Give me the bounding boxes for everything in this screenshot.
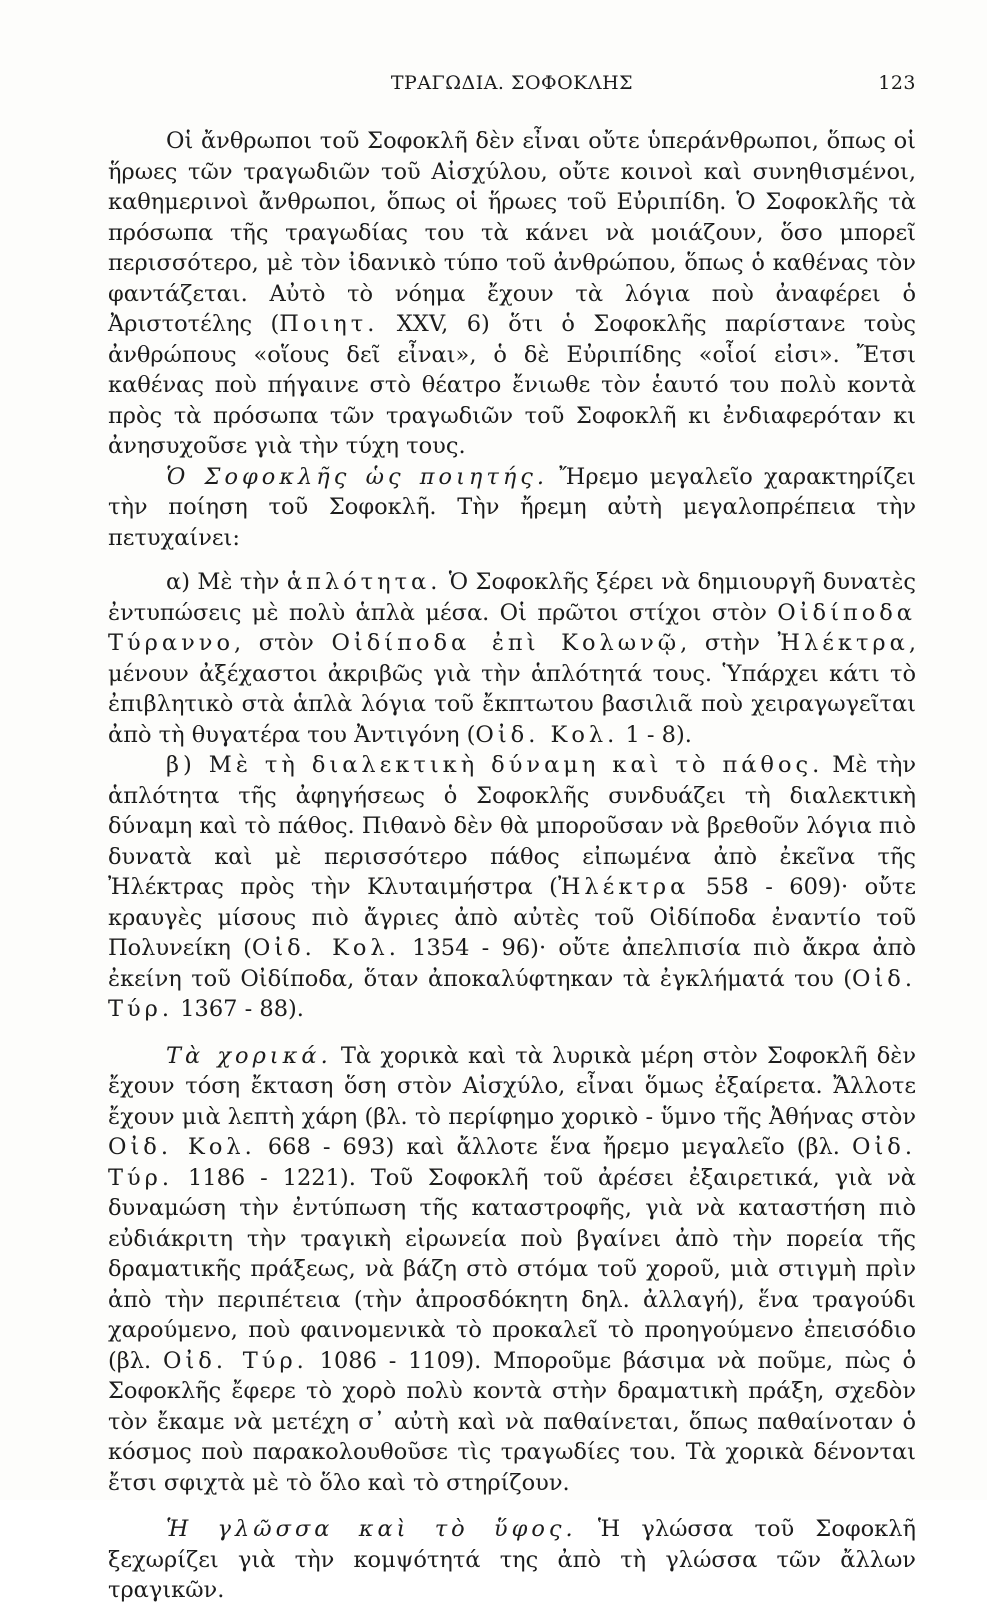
paragraph-text: Τὰ χορικὰ καὶ τὰ λυρικὰ μέρη στὸν Σοφοκλῆ δὲν ἔχουν τόση ἔκταση ὅση στὸν Αἰσχύλο, εἶναι ὅμως ἐξαίρετα. Ἄλλοτε ἔχουν μιὰ λεπτὴ χάρη (βλ. τὸ περίφημο χορικὸ - ὕμνο τῆς Ἀθήνας στὸν [108,1042,916,1130]
paragraph-text: Ὁ Σοφοκλῆς ξέρει νὰ δημιουργῆ δυνατὲς ἐντυπώσεις μὲ πολὺ ἁπλὰ μέσα. Οἱ πρῶτοι στίχοι στὸν [108,569,916,626]
work-reference: Οἰδ. Κολ. [475,721,619,748]
paragraph-text: 1086 - 1109). Μποροῦμε βάσιμα νὰ ποῦμε, πὼς ὁ Σοφοκλῆς ἔφερε τὸ χορὸ πολὺ κοντὰ στὴν δραματικὴ πράξη, σχεδὸν τὸν ἔκαμε νὰ μετέχη σ᾽ αὐτὴ καὶ νὰ παθαίνεται, ὅπως παθαίνοταν ὁ κόσμος ποὺ παρακολουθοῦσε τὶς τραγωδίες του. Τὰ χορικὰ δένονται ἔτσι σφιχτὰ μὲ τὸ ὅλο καὶ τὸ στηρίζουν. [108,1347,916,1496]
paragraph-text: 1354 - 96)· οὔτε ἀπελπισία πιὸ ἄκρα ἀπὸ ἐκείνη τοῦ Οἰδίποδα, ὅταν ἀποκαλύφτηκαν τὰ ἐγκλήματά του ( [108,935,917,992]
section-heading: Ὁ Σοφοκλῆς ὡς ποιητής. [166,463,549,490]
work-reference: Οἰδ. Τύρ. [108,1134,916,1191]
work-title: Ἠλέκτρα [777,630,909,656]
section-heading: Ἡ γλῶσσα καὶ τὸ ὕφος. [166,1516,577,1542]
paragraph-sophocles-as-poet [108,462,916,554]
paragraph-simplicity [108,567,916,750]
item-lead: α) Μὲ τὴν [166,569,287,595]
work-title: Οἰδίποδα Τύραννο [108,599,916,656]
work-reference: Οἰδ. Τύρ. [163,1347,308,1374]
paragraph-sophocles-characters [108,126,916,462]
work-reference: Οἰδ. Κολ. [251,935,400,961]
paragraph-text: 1367 - 88). [173,996,304,1022]
work-reference: Οἰδ. Κολ. [108,1134,256,1160]
work-reference: Ἠλέκτρα [557,874,690,900]
running-title: ΤΡΑΓΩΔΙΑ. ΣΟΦΟΚΛΗΣ [390,72,634,94]
paragraph-text: , μένουν ἀξέχαστοι ἀκριβῶς γιὰ τὴν ἁπλότητά τους. Ὑπάρχει κάτι τὸ ἐπιβλητικὸ στὰ ἁπλὰ λόγια τοῦ ἔκπτωτου βασιλιᾶ ποὺ χειραγωγεῖται ἀπὸ τὴ θυγατέρα του Ἀντιγόνη ( [108,630,916,748]
paragraph-choral-odes [108,1041,916,1499]
running-header [108,72,916,102]
paragraph-language-style [108,1514,916,1606]
paragraph-dialectic-power [108,750,916,1025]
paragraph-text: Μὲ τὴν ἁπλότητα τῆς ἀφηγήσεως ὁ Σοφοκλῆς συνδυάζει τὴ διαλεκτικὴ δύναμη καὶ τὸ πάθος. Πιθανὸ δὲν θὰ μποροῦσαν νὰ βρεθοῦν λόγια πιὸ δυνατὰ καὶ μὲ περισσότερο πάθος εἰπωμένα ἀπὸ ἐκεῖνα τῆς Ἠλέκτρας πρὸς τὴν Κλυταιμήστρα ( [108,752,916,900]
section-heading: Τὰ χορικά. [166,1042,332,1069]
spaced-term: β) Μὲ τὴ διαλεκτικὴ δύναμη καὶ τὸ πάθος. [166,752,824,778]
paragraph-text: , στὸν [234,630,332,656]
work-reference: Οἰδ. Τύρ. [108,965,916,1022]
paragraph-text: XXV, 6) ὅτι ὁ Σοφοκλῆς παρίστανε τοὺς ἀνθρώπους «οἵους δεῖ εἶναι», ὁ δὲ Εὐριπίδης «οἷοί εἰσι». Ἔτσι καθένας ποὺ πήγαινε στὸ θέατρο ἔνιωθε τὸν ἑαυτό του πολὺ κοντὰ πρὸς τὰ πρόσωπα τῶν τραγωδιῶν τοῦ Σοφοκλῆ κι ἐνδιαφερόταν κι ἀνησυχοῦσε γιὰ τὴν τύχη τους. [108,311,917,459]
page-number: 123 [878,72,916,94]
spaced-term: ἁπλότητα. [286,569,442,595]
work-title: Οἰδίποδα ἐπὶ Κολωνῷ [331,630,681,656]
paragraph-text: Οἱ ἄνθρωποι τοῦ Σοφοκλῆ δὲν εἶναι οὔτε ὑπεράνθρωποι, ὅπως οἱ ἥρωες τῶν τραγωδιῶν τοῦ Αἰσχύλου, οὔτε κοινοὶ καὶ συνηθισμένοι, καθημερινοὶ ἄνθρωποι, ὅπως οἱ ἥρωες τοῦ Εὐριπίδη. Ὁ Σοφοκλῆς τὰ πρόσωπα τῆς τραγωδίας του τὰ κάνει νὰ μοιάζουν, ὅσο μπορεῖ περισσότερο, μὲ τὸν ἰδανικὸ τύπο τοῦ ἀνθρώπου, ὅπως ὁ καθένας τὸν φαντάζεται. Αὐτὸ τὸ νόημα ἔχουν τὰ λόγια ποὺ ἀναφέρει ὁ Ἀριστοτέλης ( [108,128,916,337]
paragraph-text: Ἡ γλώσσα τοῦ Σοφοκλῆ ξεχωρίζει γιὰ τὴν κομψότητά της ἀπὸ τὴ γλώσσα τῶν ἄλλων τραγικῶν. [108,1516,916,1603]
body-text [108,126,916,1606]
paragraph-text: 668 - 693) καὶ ἄλλοτε ἕνα ἤρεμο μεγαλεῖο (βλ. [255,1134,853,1160]
paragraph-text: Ἤρεμο μεγαλεῖο χαρακτηρίζει τὴν ποίηση τοῦ Σοφοκλῆ. Τὴν ἤρεμη αὐτὴ μεγαλοπρέπεια τὴν πετυχαίνει: [108,463,916,551]
paragraph-text: 1186 - 1221). Τοῦ Σοφοκλῆ τοῦ ἀρέσει ἐξαιρετικά, γιὰ νὰ δυναμώση τὴν ἐντύπωση τῆς καταστροφῆς, γιὰ νὰ καταστήση πιὸ εὐδιάκριτη τὴν τραγικὴ εἰρωνεία ποὺ βγαίνει ἀπὸ τὴν πορεία τῆς δραματικῆς πράξεως, νὰ βάζη στὸ στόμα τοῦ χοροῦ, μιὰ στιγμὴ πρὶν ἀπὸ τὴν περιπέτεια (τὴν ἀπροσδόκητη δηλ. ἀλλαγή), ἕνα τραγούδι χαρούμενο, ποὺ φαινομενικὰ τὸ προκαλεῖ τὸ προηγούμενο ἐπεισόδιο (βλ. [108,1164,916,1374]
paragraph-text: 1 - 8). [618,721,692,748]
work-reference: Ποιητ. [279,311,379,337]
paragraph-text: , στὴν [680,630,778,656]
paragraph-text: 558 - 609)· οὔτε κραυγὲς μίσους πιὸ ἄγριες ἀπὸ αὐτὲς τοῦ Οἰδίποδα ἐναντίο τοῦ Πολυνείκη ( [108,874,916,961]
